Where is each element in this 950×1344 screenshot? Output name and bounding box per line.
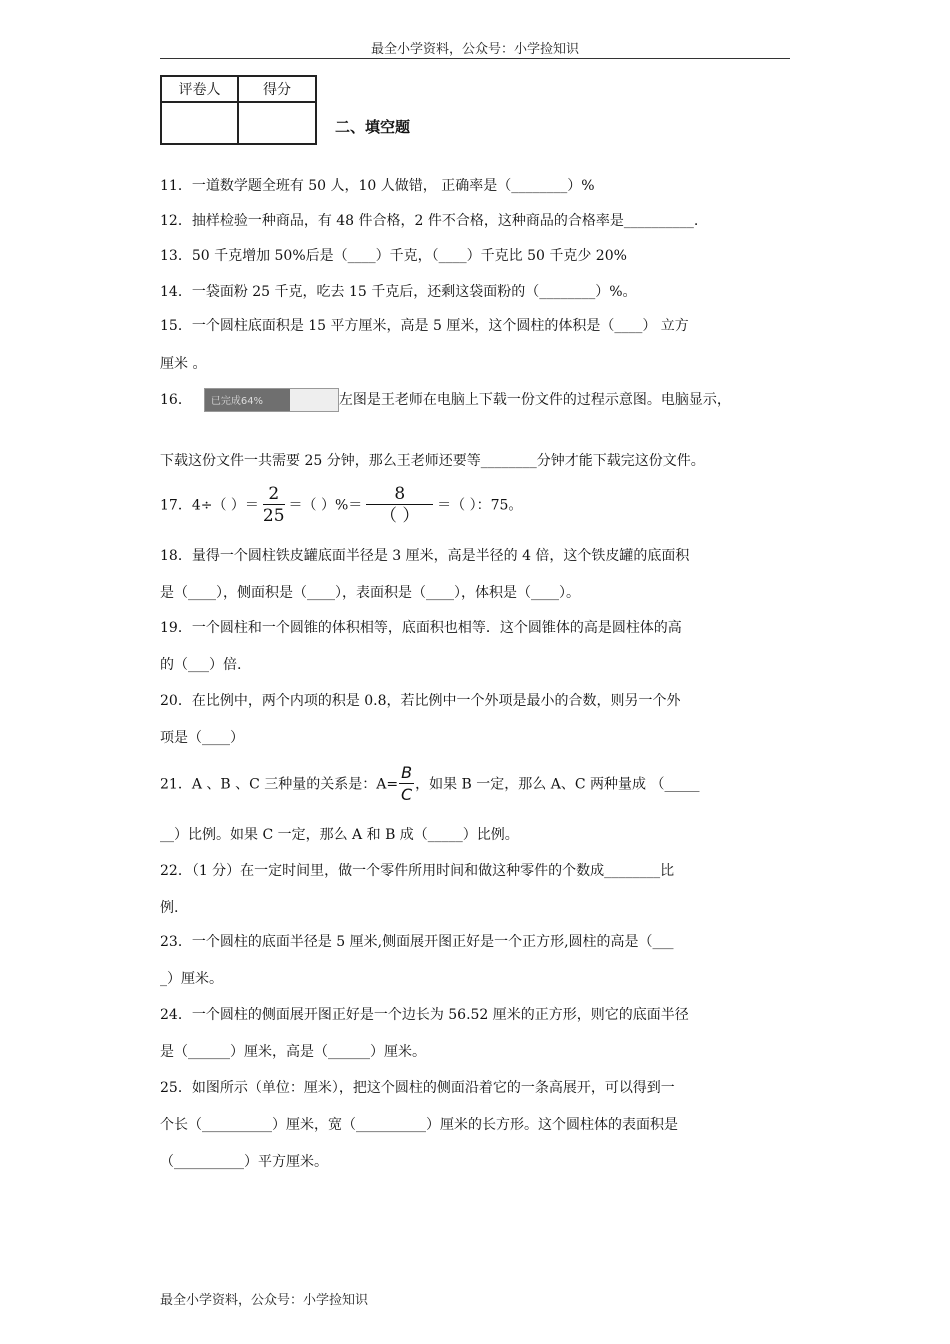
- question-21-line2: __）比例。如果 C 一定，那么 A 和 B 成（_____）比例。: [160, 827, 519, 843]
- question-16-line2: 下载这份文件一共需要 25 分钟，那么王老师还要等________分钟才能下载完这份文件。: [160, 453, 705, 469]
- header-divider: [160, 58, 790, 59]
- question-21-part2: ，如果 B 一定，那么 A、C 两种量成 （_____: [415, 776, 700, 793]
- grader-label: 评卷人: [161, 76, 238, 102]
- question-17: [160, 484, 522, 527]
- question-24-line1: 24．一个圆柱的侧面展开图正好是一个边长为 56.52 厘米的正方形，则它的底面半径: [160, 1007, 689, 1023]
- score-cell: [238, 102, 316, 144]
- page-footer: 最全小学资料，公众号：小学捡知识: [160, 1293, 369, 1308]
- download-progress-bar: [204, 388, 339, 412]
- fraction-2-over-25: [263, 484, 285, 527]
- score-label: 得分: [238, 76, 316, 102]
- fraction-8-over-blank: [366, 484, 433, 527]
- section-title: 二、填空题: [335, 118, 411, 136]
- question-14: 14．一袋面粉 25 千克，吃去 15 千克后，还剩这袋面粉的（________）%。: [160, 284, 637, 300]
- question-19-line2: 的（___）倍.: [160, 657, 242, 673]
- question-15-line1: 15．一个圆柱底面积是 15 平方厘米，高是 5 厘米，这个圆柱的体积是（____） 立方: [160, 318, 689, 334]
- fraction-denominator: C: [401, 785, 413, 804]
- question-16-text: 左图是王老师在电脑上下载一份文件的过程示意图。电脑显示，: [338, 392, 731, 408]
- question-22-line2: 例.: [160, 900, 179, 916]
- question-16-line1: [160, 388, 731, 412]
- question-25-line3: （__________）平方厘米。: [160, 1154, 328, 1170]
- question-15-line2: 厘米 。: [160, 356, 207, 372]
- question-23-line1: 23．一个圆柱的底面半径是 5 厘米,侧面展开图正好是一个正方形,圆柱的高是（___: [160, 934, 674, 950]
- fraction-numerator: 2: [263, 484, 285, 505]
- fraction-b-over-c: [399, 763, 414, 806]
- question-20-line2: 项是（____）: [160, 730, 244, 746]
- question-24-line2: 是（______）厘米，高是（______）厘米。: [160, 1044, 426, 1060]
- question-17-part1: 17．4÷（ ）＝: [160, 497, 259, 514]
- question-17-part3: ＝（ ）：75。: [437, 497, 523, 514]
- grader-cell: [161, 102, 238, 144]
- question-23-line2: _）厘米。: [160, 971, 223, 987]
- question-11: 11．一道数学题全班有 50 人，10 人做错， 正确率是（________）%: [160, 178, 595, 194]
- question-25-line1: 25．如图所示（单位：厘米），把这个圆柱的侧面沿着它的一条高展开，可以得到一: [160, 1080, 675, 1096]
- download-progress-text: 已完成64%: [210, 396, 264, 407]
- question-12: 12．抽样检验一种商品，有 48 件合格，2 件不合格，这种商品的合格率是__________.: [160, 213, 699, 229]
- question-17-part2: ＝（ ）%＝: [288, 497, 363, 514]
- fraction-denominator: （ ）: [380, 506, 420, 526]
- question-13: 13．50 千克增加 50%后是（____）千克，（____）千克比 50 千克少 20%: [160, 248, 627, 264]
- page-header: 最全小学资料，公众号：小学捡知识: [370, 42, 579, 57]
- fraction-denominator: 25: [262, 506, 285, 526]
- question-22-line1: 22．（1 分）在一定时间里，做一个零件所用时间和做这种零件的个数成________比: [160, 863, 675, 879]
- question-25-line2: 个长（__________）厘米，宽（__________）厘米的长方形。这个圆柱体的表面积是: [160, 1117, 678, 1133]
- question-20-line1: 20．在比例中，两个内项的积是 0.8，若比例中一个外项是最小的合数，则另一个外: [160, 693, 681, 709]
- fraction-numerator: B: [401, 763, 413, 782]
- question-21-line1: [160, 763, 699, 806]
- question-18-line1: 18．量得一个圆柱铁皮罐底面半径是 3 厘米，高是半径的 4 倍，这个铁皮罐的底面积: [160, 548, 690, 564]
- question-19-line1: 19．一个圆柱和一个圆锥的体积相等，底面积也相等．这个圆锥体的高是圆柱体的高: [160, 620, 682, 636]
- question-21-part1: 21．A 、B 、C 三种量的关系是：A=: [160, 776, 399, 793]
- question-18-line2: 是（____），侧面积是（____），表面积是（____），体积是（____）。: [160, 585, 580, 601]
- score-table: [160, 75, 317, 145]
- fraction-numerator: 8: [366, 484, 433, 505]
- question-16-number: 16．: [160, 392, 192, 408]
